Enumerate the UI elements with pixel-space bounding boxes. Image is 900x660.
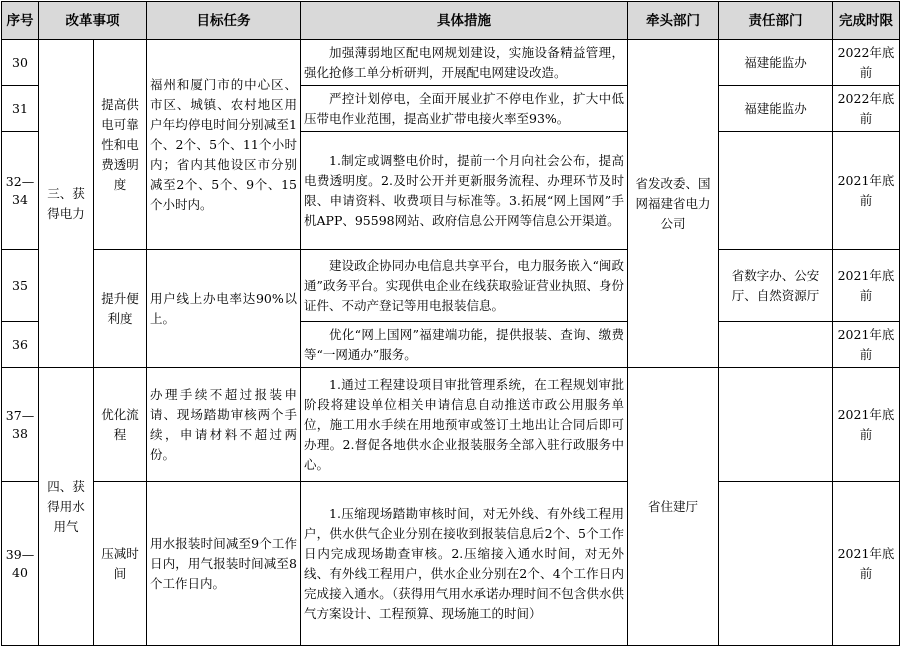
lead-dept-water-gas: 省住建厅	[628, 368, 719, 646]
row-seq: 36	[2, 322, 39, 368]
header-lead-dept: 牵头部门	[628, 2, 719, 40]
row-deadline: 2021年底前	[833, 322, 900, 368]
subitem-shorten: 压减时间	[94, 482, 147, 646]
lead-dept-power: 省发改委、国网福建省电力公司	[628, 40, 719, 368]
row-resp-dept	[719, 368, 833, 482]
header-deadline: 完成时限	[833, 2, 900, 40]
row-resp-dept: 省数字办、公安厅、自然资源厅	[719, 250, 833, 322]
header-measures: 具体措施	[301, 2, 628, 40]
row-measure: 建设政企协同办电信息共享平台，电力服务嵌入“闽政通”政务平台。实现供电企业在线获取验证营业执照、身份证件、不动产登记等用电报装信息。	[301, 250, 628, 322]
header-goal: 目标任务	[147, 2, 301, 40]
header-resp-dept: 责任部门	[719, 2, 833, 40]
row-resp-dept: 福建能监办	[719, 40, 833, 86]
subitem-convenience: 提升便利度	[94, 250, 147, 368]
table-row	[2, 40, 900, 86]
row-resp-dept	[719, 482, 833, 646]
row-seq: 37—38	[2, 368, 39, 482]
row-resp-dept	[719, 322, 833, 368]
table-row	[2, 482, 900, 646]
row-seq: 30	[2, 40, 39, 86]
row-seq: 35	[2, 250, 39, 322]
row-seq: 39—40	[2, 482, 39, 646]
goal-optimize: 办理手续不超过报装申请、现场踏勘审核两个手续，申请材料不超过两份。	[147, 368, 301, 482]
row-seq: 31	[2, 86, 39, 132]
header-reform-item: 改革事项	[39, 2, 147, 40]
subitem-optimize: 优化流程	[94, 368, 147, 482]
row-seq: 32—34	[2, 132, 39, 250]
group-label-water-gas: 四、获得用水用气	[39, 368, 94, 646]
row-deadline: 2022年底前	[833, 86, 900, 132]
row-deadline: 2021年底前	[833, 368, 900, 482]
row-deadline: 2021年底前	[833, 250, 900, 322]
row-measure: 严控计划停电，全面开展业扩不停电作业，扩大中低压带电作业范围，提高业扩带电接火率至93%。	[301, 86, 628, 132]
row-deadline: 2021年底前	[833, 132, 900, 250]
goal-convenience: 用户线上办电率达90%以上。	[147, 250, 301, 368]
header-row	[2, 2, 900, 40]
row-deadline: 2021年底前	[833, 482, 900, 646]
row-measure: 优化“网上国网”福建端功能，提供报装、查询、缴费等“一网通办”服务。	[301, 322, 628, 368]
row-measure: 1.压缩现场踏勘审核时间，对无外线、有外线工程用户，供水供气企业分别在接收到报装信息后2个、5个工作日内完成现场勘查审核。2.压缩接入通水时间，对无外线、有外线工程用户，供水企业分别在2个、4个工作日内完成接入通水。（获得用气用水承诺办理时间不包含供水供气方案设计、工程预算、现场施工的时间）	[301, 482, 628, 646]
table-row	[2, 250, 900, 322]
row-measure: 加强薄弱地区配电网规划建设，实施设备精益管理，强化抢修工单分析研判，开展配电网建设改造。	[301, 40, 628, 86]
goal-shorten: 用水报装时间减至9个工作日内，用气报装时间减至8个工作日内。	[147, 482, 301, 646]
row-deadline: 2022年底前	[833, 40, 900, 86]
row-measure: 1.制定或调整电价时，提前一个月向社会公布，提高电费透明度。2.及时公开并更新服务流程、办理环节及时限、申请资料、收费项目与标准等。3.拓展“网上国网”手机APP、95598网站、政府信息公开网等信息公开渠道。	[301, 132, 628, 250]
row-measure: 1.通过工程建设项目审批管理系统，在工程规划审批阶段将建设单位相关申请信息自动推送市政公用服务单位，施工用水手续在用地预审或签订土地出让合同后即可办理。2.督促各地供水企业报装服务全部入驻行政服务中心。	[301, 368, 628, 482]
group-label-power: 三、获得电力	[39, 40, 94, 368]
header-seq: 序号	[2, 2, 39, 40]
subitem-reliability: 提高供电可靠性和电费透明度	[94, 40, 147, 250]
table-row	[2, 368, 900, 482]
row-resp-dept: 福建能监办	[719, 86, 833, 132]
goal-reliability: 福州和厦门市的中心区、市区、城镇、农村地区用户年均停电时间分别减至1个、2个、5个、11个小时内；省内其他设区市分别减至2个、5个、9个、15个小时内。	[147, 40, 301, 250]
row-resp-dept	[719, 132, 833, 250]
reform-tasks-table	[1, 1, 900, 646]
